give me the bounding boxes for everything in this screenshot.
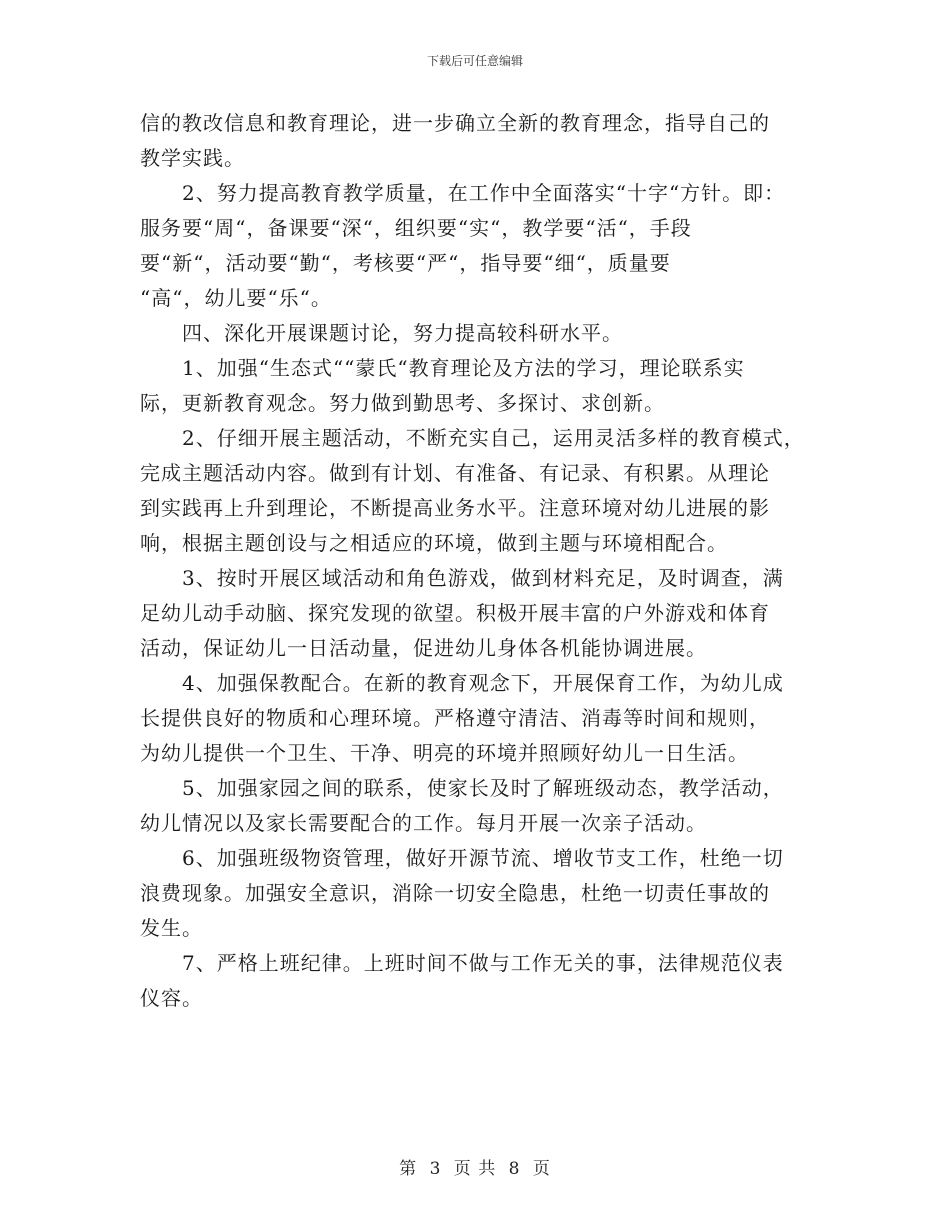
footer-middle: 页 共 <box>453 1159 497 1179</box>
footer-prefix: 第 <box>399 1159 418 1179</box>
section-heading-4: 四、深化开展课题讨论，努力提高较科研水平。 <box>140 321 623 345</box>
paragraph-8: 6、加强班级物资管理，做好开源节流、增收节支工作，杜绝一切 浪费现象。加强安全意识，消除一切安全隐患，杜绝一切责任事故的 发生。 <box>140 846 784 940</box>
paragraph-7: 5、加强家园之间的联系，使家长及时了解班级动态，教学活动， 幼儿情况以及家长需要配合的工作。每月开展一次亲子活动。 <box>140 776 784 835</box>
paragraph-6: 4、加强保教配合。在新的教育观念下，开展保育工作，为幼儿成 长提供良好的物质和心理环境。严格遵守清洁、消毒等时间和规则， 为幼儿提供一个卫生、干净、明亮的环境并照顾好幼儿一日生活。 <box>140 671 784 765</box>
paragraph-2: 2、努力提高教育教学质量，在工作中全面落实“十字“方针。即： 服务要“周“，备课要“深“，组织要“实“，教学要“活“，手段 要“新“，活动要“勤“，考核要“严“，指导要“细“，质量要 “高“，幼儿要“乐“。 <box>140 181 786 310</box>
document-body <box>140 106 820 1016</box>
total-page-count: 8 <box>508 1159 521 1179</box>
paragraph-4: 2、仔细开展主题活动，不断充实自己，运用灵活多样的教育模式， 完成主题活动内容。做到有计划、有准备、有记录、有积累。从理论 到实践再上升到理论，不断提高业务水平。注意环境对幼儿进展的影 响，根据主题创设与之相适应的环境，做到主题与环境相配合。 <box>140 426 805 555</box>
footer-suffix: 页 <box>532 1159 551 1179</box>
page-footer <box>0 1154 950 1179</box>
paragraph-3: 1、加强“生态式““蒙氏“教育理论及方法的学习，理论联系实 际，更新教育观念。努力做到勤思考、多探讨、求创新。 <box>140 356 745 415</box>
current-page-number: 3 <box>429 1159 442 1179</box>
paragraph-5: 3、按时开展区域活动和角色游戏，做到材料充足，及时调查，满 足幼儿动手动脑、探究发现的欲望。积极开展丰富的户外游戏和体育 活动，保证幼儿一日活动量，促进幼儿身体各机能协调进展。 <box>140 566 784 660</box>
paragraph-9: 7、严格上班纪律。上班时间不做与工作无关的事，法律规范仪表 仪容。 <box>140 951 784 1010</box>
header-note: 下载后可任意编辑 <box>426 54 523 68</box>
paragraph-1: 信的教改信息和教育理论，进一步确立全新的教育理念，指导自己的 教学实践。 <box>140 111 770 170</box>
